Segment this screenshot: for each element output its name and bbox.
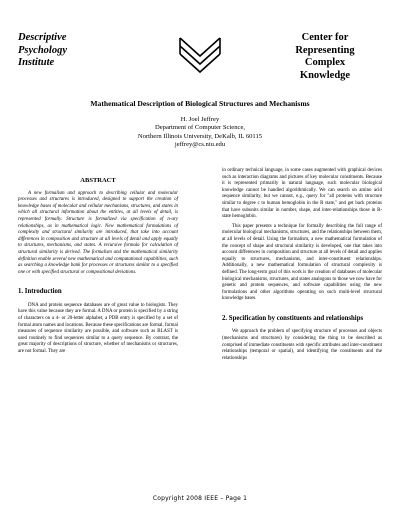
center-line: Representing xyxy=(295,44,355,56)
author-block xyxy=(60,116,340,149)
body-paragraph: We approach the problem of specifying structure of processes and objects (mechanisms and structures) by considering the thing to be described as comprised of immediate constituents with specific attributes and inter-constituent relationships (temporal or spatial), and identifying the constituents and the relationships xyxy=(222,329,382,361)
center-name xyxy=(265,32,385,82)
abstract-text: A new formalism and approach to describing cellular and molecular processes and structures is introduced, designed to support the creation of knowledge bases of molecular and cellular mechanisms, structures, and states in which all structural information about the entities, at all levels of detail, is represented formally. Structure is formalized via specification of n-ary relationships, as in mathematical logic. New mathematical formulations of complexity and structural similarity are introduced, that take into account differences in composition and structure at all levels of detail and apply equally to structures, mechanisms, and states. A recursive formula for calculation of structural similarity is derived. The formalism and the mathematical similarity definition enable several new mathematical and computational capabilities, such as searching a knowledge bank for processes or structures similar to a specified one or with specified structural or compositional deviations. xyxy=(18,190,178,275)
author-university: Northern Illinois University, DeKalb, IL 60115 xyxy=(137,132,263,140)
abstract-heading: ABSTRACT xyxy=(80,177,116,184)
body-paragraph: This paper presents a technique for formally describing the full range of molecular biological mechanisms, structures, and the relationships between them, at all levels of detail. Using the formalism, a new mathematical formulation of the concept of shape and structural similarity is developed, one that takes into account differences in composition and structure at all levels of detail and applies equally to structures, mechanisms, and inter-constituent relationships. Additionally, a new mathematical formulation of structural complexity is defined. The long-term goal of this work is the creation of databases of molecular biological mechanisms, structures, and states analogous to those we now have for genetic and protein sequences, and software capabilities using the new formulations and other algorithms operating on such multi-level structural knowledge bases. xyxy=(222,223,382,302)
center-line: Center for xyxy=(301,32,349,43)
left-column xyxy=(18,178,178,359)
author-name: H. Joel Jeffrey xyxy=(180,116,220,123)
author-email: jeffrey@cs.niu.edu xyxy=(174,140,226,148)
institute-line: Psychology xyxy=(18,44,67,56)
section-heading: 2. Specification by constituents and relationships xyxy=(222,314,364,322)
institute-line: Descriptive xyxy=(18,32,67,43)
page-footer: Copyright 2008 IEEE – Page 1 xyxy=(152,495,248,502)
section-heading: 1. Introduction xyxy=(18,288,62,296)
right-column xyxy=(222,168,382,365)
institute-logo xyxy=(178,36,222,74)
paper-title: Mathematical Description of Biological Structures and Mechanisms xyxy=(90,99,310,108)
body-paragraph: in ordinary technical language, in some cases augmented with graphical devices such as interaction diagrams and pictures of key molecular constituents. Because it is represented primarily in natural language, such molecular biological knowledge cannot be handled algorithmically. We can search on amino acid sequence similarity, but we cannot, e.g., query for "all proteins with structure similar to degree c to human hemoglobin in the R state," and get back proteins that have subunits similar in number, shape, and inter-relationships those in R-state hemoglobin. xyxy=(222,168,382,220)
center-line: Complex xyxy=(304,57,346,68)
institute-name xyxy=(18,32,158,70)
institute-line: Institute xyxy=(18,57,55,68)
center-line: Knowledge xyxy=(299,69,351,81)
author-department: Department of Computer Science, xyxy=(154,124,246,132)
intro-paragraph: DNA and protein sequence databases are of great value to biologists. They have this value because they are formal. A DNA or protein is specified by a string of characters on a 4- or 20-letter alphabet, a PDB entry is specified by a set of formal atom names and locations. Because these specifications are formal, formal measures of sequence similarity are possible, and software such as BLAST is used routinely to find sequences similar to a query sequence. By contrast, the great majority of descriptions of structure, whether of mechanisms or structures, are not formal. They are xyxy=(18,302,178,354)
